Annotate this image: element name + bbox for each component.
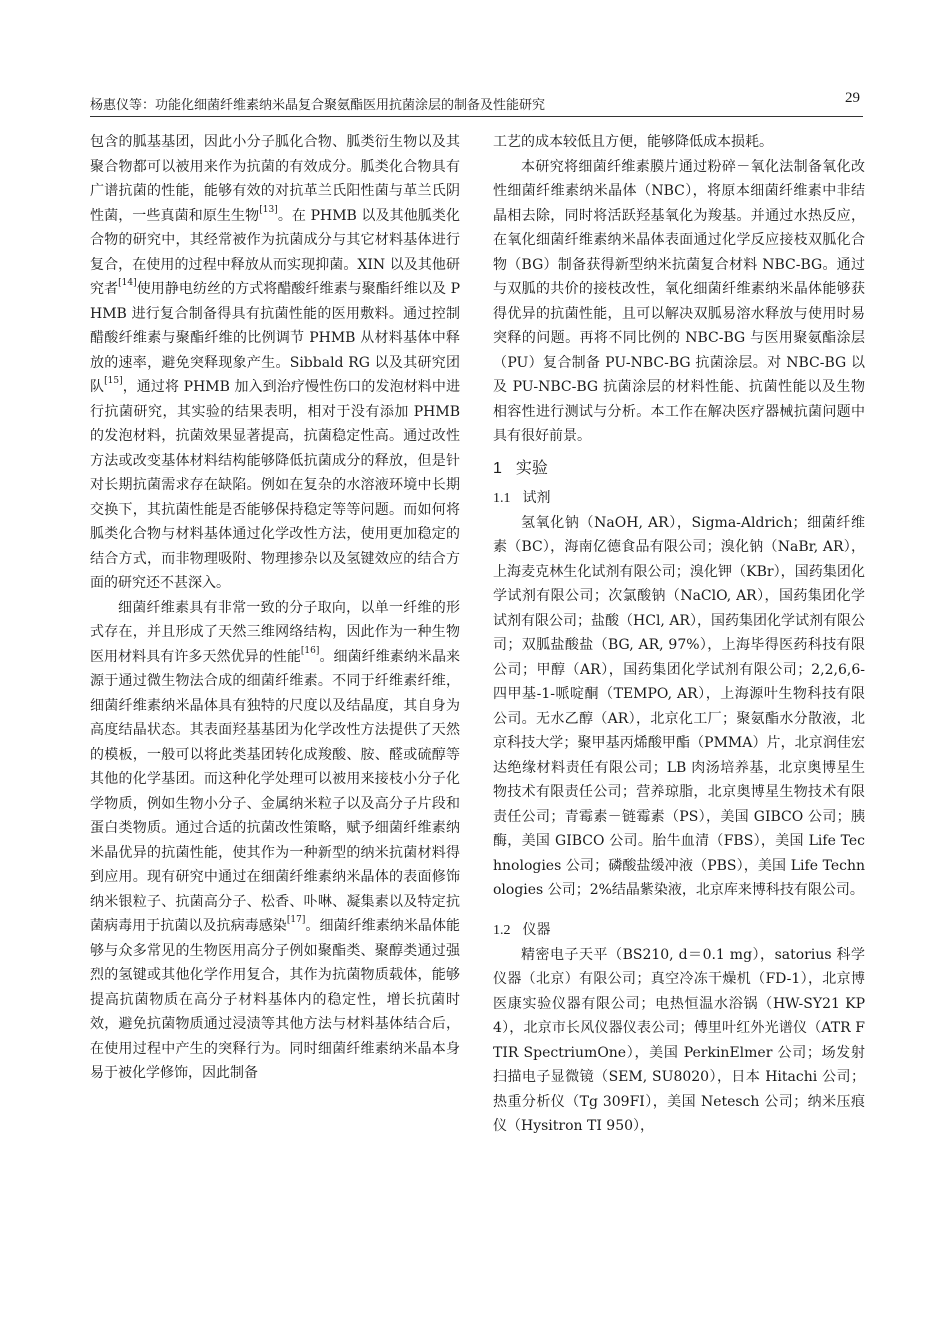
- running-header-title: 杨惠仪等：功能化细菌纤维素纳米晶复合聚氨酯医用抗菌涂层的制备及性能研究: [90, 98, 546, 113]
- citation-ref: [15]: [104, 376, 123, 386]
- section-number: 1: [493, 459, 502, 477]
- subsection-number: 1.1: [493, 490, 511, 506]
- subsection-title: 仪器: [522, 920, 551, 937]
- subsection-number: 1.2: [493, 922, 511, 938]
- reagents-paragraph: 氢氧化钠（NaOH, AR），Sigma-Aldrich；细菌纤维素（BC），海南亿德食品有限公司；溴化钠（NaBr, AR），上海麦克林生化试剂有限公司；溴化钾（KBr），国药集团化学试剂有限公司；次氯酸钠（NaClO, AR），国药集团化学试剂有限公司；盐酸（HCl, AR），国药集团化学试剂有限公司；双胍盐酸盐（BG, AR, 97%），上海毕得医药科技有限公司；甲醇（AR），国药集团化学试剂有限公司；2,2,6,6-四甲基-1-哌啶酮（TEMPO, AR），上海源叶生物科技有限公司。无水乙醇（AR），北京化工厂；聚氨酯水分散液，北京科技大学；聚甲基丙烯酸甲酯（PMMA）片，北京润佳宏达绝缘材料责任有限公司；LB 肉汤培养基，北京奥博星生物技术有限责任公司；营养琼脂，北京奥博星生物技术有限责任公司；青霉素－链霉素（PS），美国 GIBCO 公司；胰酶，美国 GIBCO 公司。胎牛血清（FBS），美国 Life Technologies 公司；磷酸盐缓冲液（PBS），美国 Life Technologies 公司；2%结晶紫染液，北京库来博科技有限公司。: [493, 514, 865, 898]
- right-column: [493, 130, 865, 1139]
- header-divider: [90, 116, 863, 117]
- running-header: [90, 90, 860, 116]
- section-title: 实验: [515, 459, 548, 477]
- left-column: [90, 130, 460, 1086]
- citation-ref: [17]: [286, 915, 306, 925]
- citation-ref: [14]: [118, 278, 137, 288]
- instruments-paragraph: 精密电子天平（BS210, d＝0.1 mg），satorius 科学仪器（北京）有限公司；真空冷冻干燥机（FD-1），北京博医康实验仪器有限公司；电热恒温水浴锅（HW-SY21 KP4），北京市长风仪器仪表公司；傅里叶红外光谱仪（ATR FTIR SpectriumOne），美国 PerkinElmer 公司；场发射扫描电子显微镜（SEM, SU8020），日本 Hitachi 公司；热重分析仪（Tg 309FI），美国 Netesch 公司；纳米压痕仪（Hysitron TI 950），: [493, 946, 865, 1134]
- citation-ref: [13]: [259, 204, 278, 215]
- body-paragraph: 包含的胍基基团，因此小分子胍化合物、胍类衍生物以及其聚合物都可以被用来作为抗菌的有效成分。胍类化合物具有广谱抗菌的性能，能够有效的对抗革兰氏阳性菌与革兰氏阴性菌，一些真菌和原生生物[13]。在 PHMB 以及其他胍类化合物的研究中，其经常被作为抗菌成分与其它材料基体进行复合，在使用的过程中释放从而实现抑菌。XIN 以及其他研究者[14]使用静电纺丝的方式将醋酸纤维素与聚酯纤维以及 PHMB 进行复合制备得具有抗菌性能的医用敷料。通过控制醋酸纤维素与聚酯纤维的比例调节 PHMB 从材料基体中释放的速率，避免突释现象产生。Sibbald RG 以及其研究团队[15]，通过将 PHMB 加入到治疗慢性伤口的发泡材料中进行抗菌研究，其实验的结果表明，相对于没有添加 PHMB 的发泡材料，抗菌效果显著提高，抗菌稳定性高。通过改性方法或改变基体材料结构能够降低抗菌成分的释放，但是针对长期抗菌需求存在缺陷。例如在复杂的水溶液环境中长期交换下，其抗菌性能是否能够保持稳定等等问题。而如何将胍类化合物与材料基体通过化学改性方法，使用更加稳定的结合方式，而非物理吸附、物理掺杂以及氢键效应的结合方面的研究还不甚深入。: [90, 134, 461, 591]
- section-heading: [493, 457, 865, 481]
- section-gap: [493, 903, 865, 915]
- citation-ref: [16]: [300, 645, 320, 656]
- body-paragraph: 细菌纤维素具有非常一致的分子取向，以单一纤维的形式存在，并且形成了天然三维网络结构，因此作为一种生物医用材料具有许多天然优异的性能[16]。细菌纤维素纳米晶来源于通过微生物法合成的细菌纤维素。不同于纤维素纤维，细菌纤维素纳米晶体具有独特的尺度以及结晶度，其自身为高度结晶状态。其表面羟基基团为化学改性方法提供了天然的模板，一般可以将此类基团转化成羧酸、胺、醛或硫醇等其他的化学基团。而这种化学处理可以被用来接枝小分子化学物质，例如生物小分子、金属纳米粒子以及高分子片段和蛋白类物质。通过合适的抗菌改性策略，赋予细菌纤维素纳米晶优异的抗菌性能，使其作为一种新型的纳米抗菌材料得到应用。现有研究中通过在细菌纤维素纳米晶体的表面修饰纳米银粒子、抗菌高分子、松香、卟啉、凝集素以及特定抗菌病毒用于抗菌以及抗病毒感染[17]。细菌纤维素纳米晶体能够与众多常见的生物医用高分子例如聚酯类、聚醇类通过强烈的氢键或其他化学作用复合，其作为抗菌物质载体，能够提高抗菌物质在高分子材料基体内的稳定性，增长抗菌时效，避免抗菌物质通过浸渍等其他方法与材料基体结合后，在使用过程中产生的突释行为。同时细菌纤维素纳米晶本身易于被化学修饰，因此制备: [90, 599, 461, 1081]
- subsection-heading: [493, 917, 865, 943]
- page-number: 29: [845, 90, 860, 106]
- body-paragraph: 工艺的成本较低且方便，能够降低成本损耗。: [493, 134, 773, 150]
- subsection-title: 试剂: [522, 488, 551, 505]
- body-paragraph: 本研究将细菌纤维素膜片通过粉碎－氧化法制备氧化改性细菌纤维素纳米晶体（NBC），将原本细菌纤维素中非结晶相去除，同时将活跃羟基氧化为羧基。并通过水热反应，在氧化细菌纤维素纳米晶体表面通过化学反应接枝双胍化合物（BG）制备获得新型纳米抗菌复合材料 NBC-BG。通过与双胍的共价的接枝改性，氧化细菌纤维素纳米晶体能够获得优异的抗菌性能，且可以解决双胍易溶水释放与使用时易突释的问题。再将不同比例的 NBC-BG 与医用聚氨酯涂层（PU）复合制备 PU-NBC-BG 抗菌涂层。对 NBC-BG 以及 PU-NBC-BG 抗菌涂层的材料性能、抗菌性能以及生物相容性进行测试与分析。本工作在解决医疗器械抗菌问题中具有很好前景。: [493, 158, 865, 444]
- subsection-heading: [493, 485, 865, 511]
